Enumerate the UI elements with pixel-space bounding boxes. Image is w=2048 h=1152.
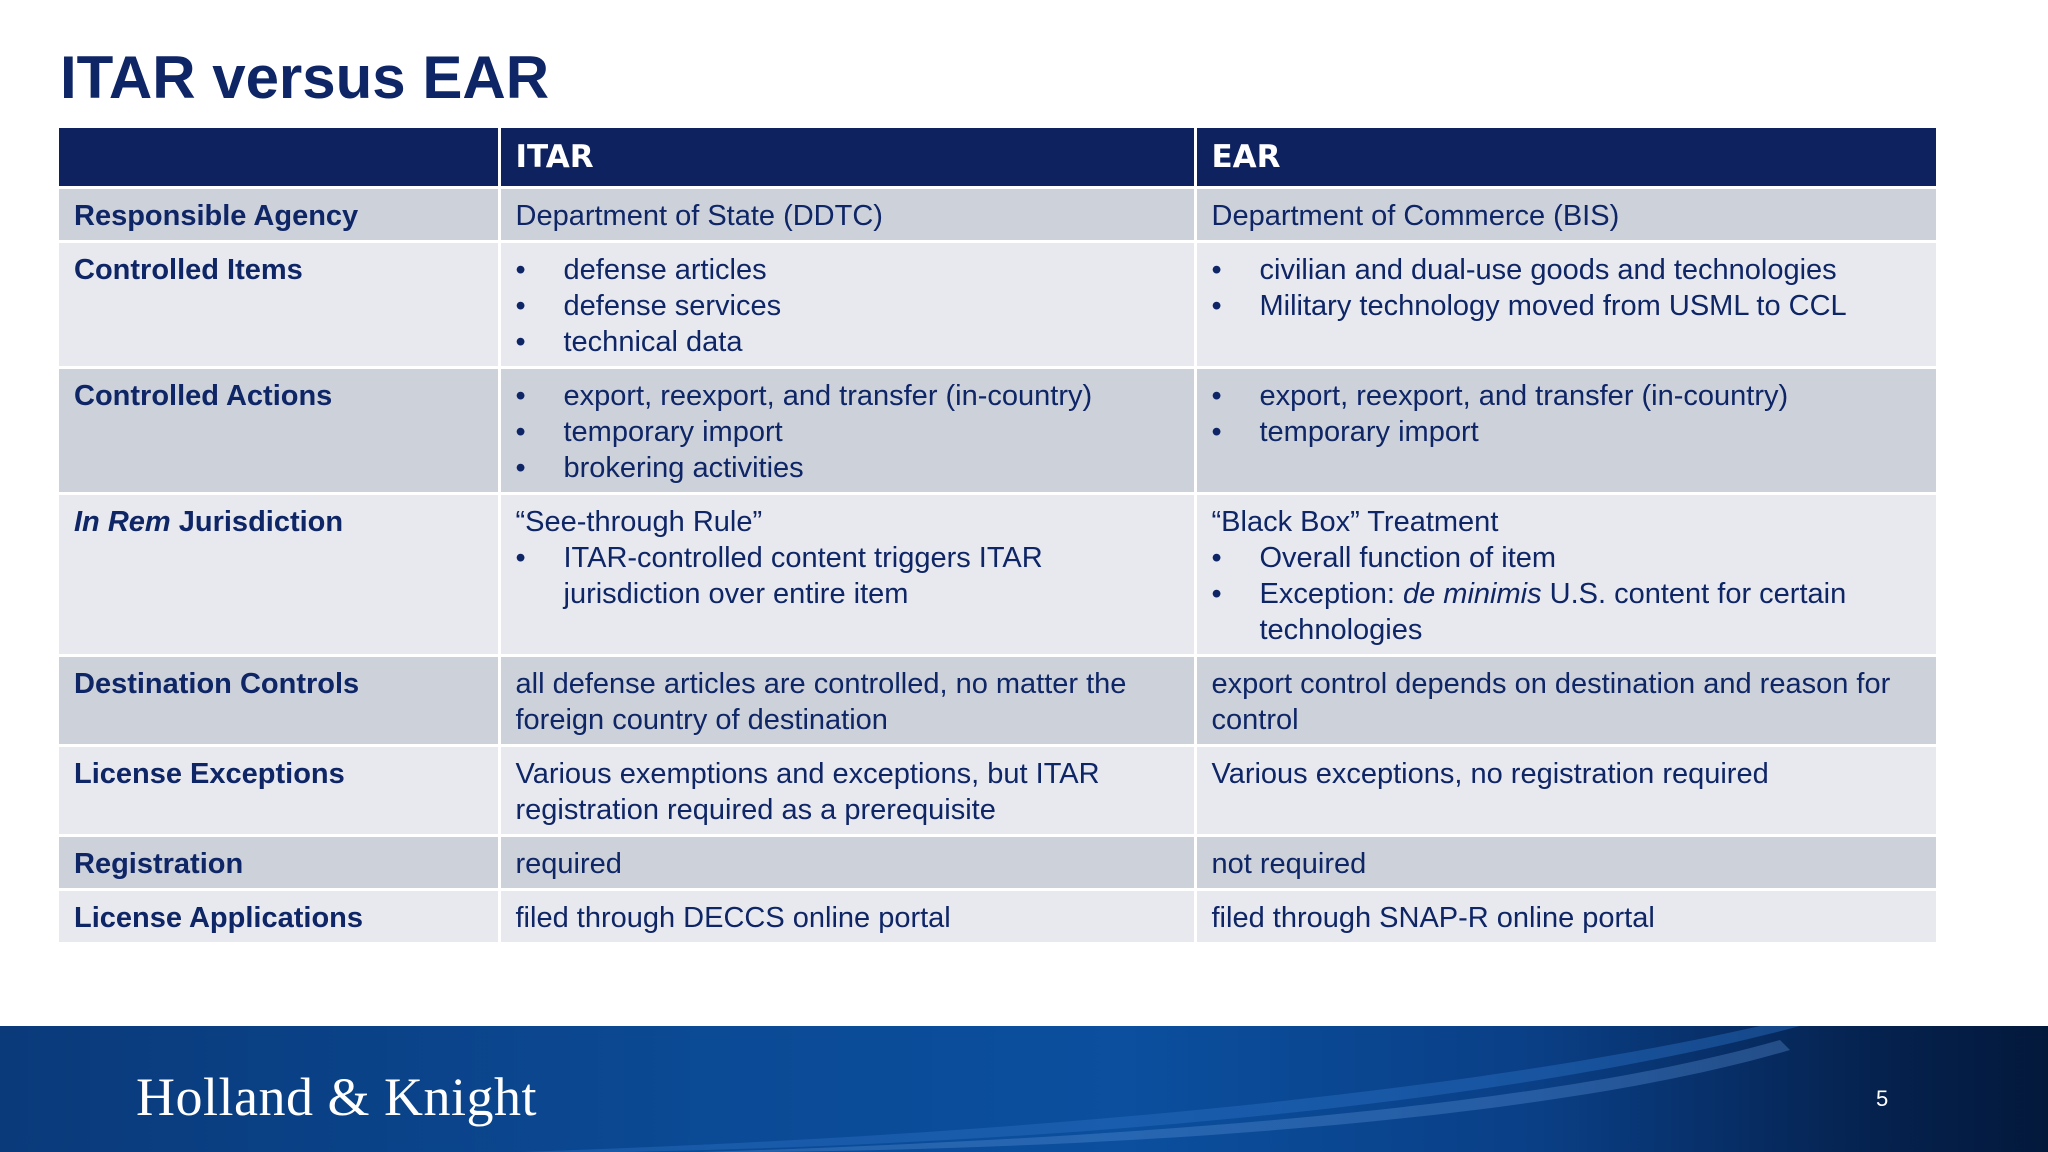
itar-cell: filed through DECCS online portal bbox=[499, 890, 1195, 944]
page-number: 5 bbox=[1876, 1086, 1889, 1111]
row-label bbox=[59, 494, 499, 656]
itar-bullet-list bbox=[516, 540, 1179, 612]
footer-band bbox=[0, 1026, 2048, 1152]
itar-cell: Department of State (DDTC) bbox=[499, 188, 1195, 242]
list-item: • temporary import bbox=[516, 414, 1179, 450]
slide-title: ITAR versus EAR bbox=[60, 44, 550, 111]
ear-cell: Department of Commerce (BIS) bbox=[1195, 188, 1936, 242]
itar-cell bbox=[499, 242, 1195, 368]
ear-bullet-list bbox=[1212, 252, 1922, 324]
ear-cell: Various exceptions, no registration required bbox=[1195, 746, 1936, 836]
list-item: • Overall function of item bbox=[1212, 540, 1922, 576]
table-row-responsible-agency bbox=[59, 188, 1936, 242]
ear-cell bbox=[1195, 368, 1936, 494]
table-row-license-exceptions bbox=[59, 746, 1936, 836]
itar-cell: Various exemptions and exceptions, but ITAR registration required as a prerequisite bbox=[499, 746, 1195, 836]
exception-italic: de minimis bbox=[1402, 578, 1542, 610]
row-label: Destination Controls bbox=[59, 656, 499, 746]
itar-cell: required bbox=[499, 836, 1195, 890]
row-label-italic: In Rem bbox=[74, 506, 171, 538]
list-item: • Military technology moved from USML to CCL bbox=[1212, 288, 1922, 324]
table-row-controlled-actions bbox=[59, 368, 1936, 494]
list-item: • brokering activities bbox=[516, 450, 1179, 486]
itar-bullet-list bbox=[516, 378, 1179, 486]
itar-cell: all defense articles are controlled, no matter the foreign country of destination bbox=[499, 656, 1195, 746]
exception-rest: U.S. content for certain technologies bbox=[1259, 578, 1847, 646]
itar-lead-text: “See-through Rule” bbox=[515, 506, 763, 538]
header-blank bbox=[59, 128, 499, 188]
list-item: • export, reexport, and transfer (in-country) bbox=[1212, 378, 1922, 414]
table-row-license-applications bbox=[59, 890, 1936, 944]
table-header-row bbox=[59, 128, 1936, 188]
row-label: Responsible Agency bbox=[59, 188, 499, 242]
list-item: • temporary import bbox=[1212, 414, 1922, 450]
brand-logo: Holland & Knight bbox=[136, 1067, 537, 1127]
table-row-in-rem-jurisdiction bbox=[59, 494, 1936, 656]
row-label-rest: Jurisdiction bbox=[178, 506, 344, 538]
ear-cell bbox=[1195, 242, 1936, 368]
list-item: • ITAR-controlled content triggers ITAR jurisdiction over entire item bbox=[516, 540, 1179, 612]
ear-cell: not required bbox=[1195, 836, 1936, 890]
list-item: • export, reexport, and transfer (in-country) bbox=[516, 378, 1179, 414]
table-row-controlled-items bbox=[59, 242, 1936, 368]
row-label: Registration bbox=[59, 836, 499, 890]
header-ear: EAR bbox=[1195, 128, 1936, 188]
ear-bullet-list bbox=[1212, 378, 1922, 450]
ear-cell bbox=[1195, 494, 1936, 656]
ear-lead-text: “Black Box” Treatment bbox=[1211, 506, 1499, 538]
list-item: • defense articles bbox=[516, 252, 1179, 288]
ear-bullet-list bbox=[1212, 540, 1922, 648]
itar-bullet-list bbox=[516, 252, 1179, 360]
ear-cell: filed through SNAP-R online portal bbox=[1195, 890, 1936, 944]
list-item: • defense services bbox=[516, 288, 1179, 324]
list-item: • civilian and dual-use goods and technologies bbox=[1212, 252, 1922, 288]
table-row-destination-controls bbox=[59, 656, 1936, 746]
itar-cell bbox=[499, 494, 1195, 656]
comparison-table bbox=[59, 128, 1936, 945]
itar-cell bbox=[499, 368, 1195, 494]
exception-prefix: Exception: bbox=[1259, 578, 1403, 610]
list-item: • technical data bbox=[516, 324, 1179, 360]
list-item bbox=[1212, 576, 1922, 648]
header-itar: ITAR bbox=[499, 128, 1195, 188]
row-label: License Exceptions bbox=[59, 746, 499, 836]
ear-cell: export control depends on destination and reason for control bbox=[1195, 656, 1936, 746]
row-label: License Applications bbox=[59, 890, 499, 944]
row-label: Controlled Actions bbox=[59, 368, 499, 494]
table-row-registration bbox=[59, 836, 1936, 890]
row-label: Controlled Items bbox=[59, 242, 499, 368]
